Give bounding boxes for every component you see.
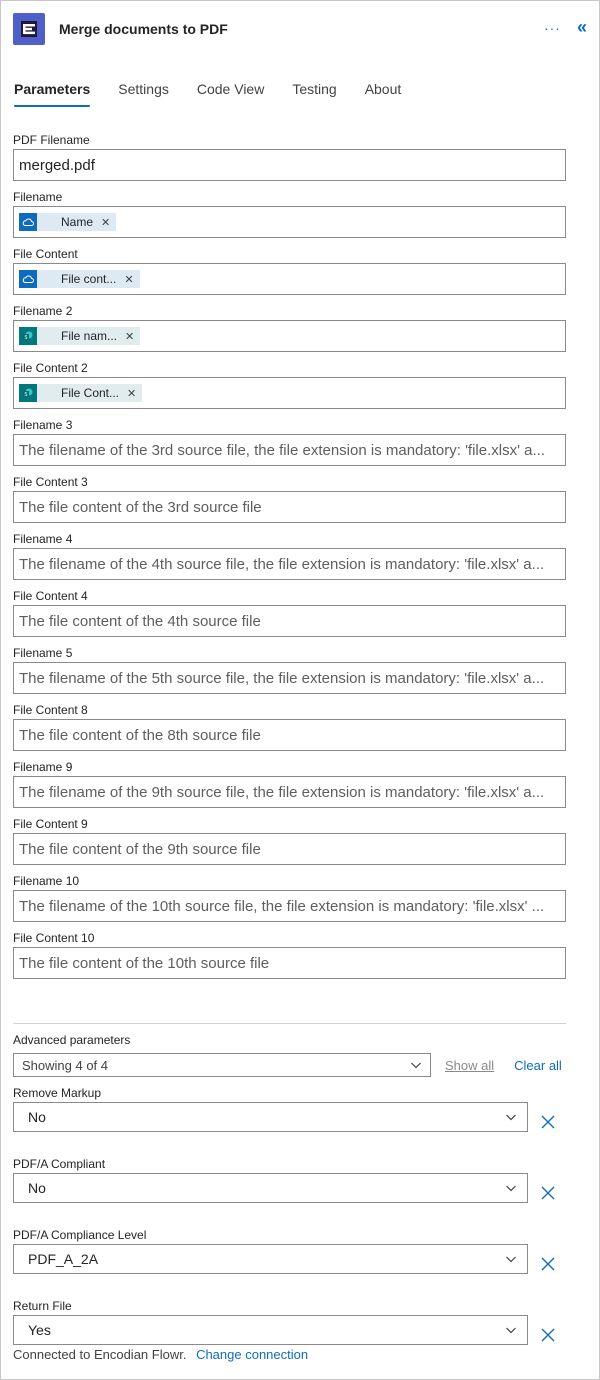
tab-parameters[interactable]: Parameters: [14, 81, 90, 107]
file-content-2-field: [13, 360, 566, 409]
file-content-input[interactable]: [13, 263, 566, 295]
filename-2-input[interactable]: [13, 320, 566, 352]
collapse-panel-button[interactable]: «: [576, 17, 587, 37]
file-content-9-input[interactable]: The file content of the 9th source file: [13, 833, 566, 865]
file-content-10-input[interactable]: The file content of the 10th source file: [13, 947, 566, 979]
token-label: File nam...: [61, 329, 118, 343]
field-label: Filename 5: [13, 646, 73, 660]
pdfa-compliant-field: [13, 1156, 566, 1211]
field-label: File Content 8: [13, 703, 88, 717]
file-content-field: [13, 246, 566, 295]
filename-2-field: [13, 303, 566, 352]
token-label: File Cont...: [61, 386, 120, 400]
return-file-dropdown[interactable]: [13, 1315, 528, 1345]
pdfa-compliant-dropdown[interactable]: [13, 1173, 528, 1203]
advanced-parameters-value: Showing 4 of 4: [22, 1057, 109, 1073]
file-content-8-field: [13, 702, 566, 751]
remove-parameter-icon[interactable]: [540, 1327, 556, 1343]
token-label: File cont...: [61, 272, 117, 286]
clear-all-link[interactable]: Clear all: [514, 1057, 562, 1073]
remove-markup-dropdown[interactable]: [13, 1102, 528, 1132]
chevron-down-icon: [505, 1182, 517, 1194]
field-label: Filename 9: [13, 760, 73, 774]
remove-token-icon[interactable]: ✕: [101, 216, 111, 229]
file-content-2-input[interactable]: [13, 377, 566, 409]
advanced-parameters: [13, 1031, 566, 1353]
chevron-down-icon: [505, 1111, 517, 1123]
remove-parameter-icon[interactable]: [540, 1114, 556, 1130]
dynamic-content-token[interactable]: [19, 213, 116, 231]
file-content-3-input[interactable]: The file content of the 3rd source file: [13, 491, 566, 523]
tab-testing[interactable]: Testing: [292, 81, 337, 97]
field-label: File Content 10: [13, 931, 95, 945]
filename-3-input[interactable]: The filename of the 3rd source file, the file extension is mandatory: 'file.xlsx' a...: [13, 434, 566, 466]
file-content-10-field: [13, 930, 566, 979]
field-label: Filename 2: [13, 304, 73, 318]
file-content-9-field: [13, 816, 566, 865]
filename-4-input[interactable]: The filename of the 4th source file, the file extension is mandatory: 'file.xlsx' a...: [13, 548, 566, 580]
filename-field: [13, 189, 566, 238]
token-label: Name: [61, 215, 94, 229]
dropdown-value: No: [28, 1109, 46, 1125]
field-label: Return File: [13, 1299, 72, 1313]
remove-token-icon[interactable]: ✕: [127, 387, 137, 400]
remove-parameter-icon[interactable]: [540, 1256, 556, 1272]
sharepoint-icon: [19, 384, 37, 402]
filename-10-input[interactable]: The filename of the 10th source file, the file extension is mandatory: 'file.xlsx' ...: [13, 890, 566, 922]
field-label: File Content: [13, 247, 78, 261]
field-label: Filename: [13, 190, 63, 204]
field-label: Filename 3: [13, 418, 73, 432]
field-label: File Content 3: [13, 475, 88, 489]
pdfa-compliance-level-dropdown[interactable]: [13, 1244, 528, 1274]
advanced-parameters-select[interactable]: [13, 1053, 431, 1077]
file-content-4-field: [13, 588, 566, 637]
pdf-filename-field: [13, 132, 566, 181]
dynamic-content-token[interactable]: [19, 270, 140, 288]
more-options-button[interactable]: ···: [543, 19, 561, 36]
field-label: File Content 2: [13, 361, 88, 375]
file-content-3-field: [13, 474, 566, 523]
tab-bar: [14, 81, 429, 107]
encodian-logo-icon: [13, 13, 45, 45]
dropdown-value: PDF_A_2A: [28, 1251, 99, 1267]
sharepoint-icon: [19, 327, 37, 345]
show-all-link[interactable]: Show all: [445, 1057, 495, 1073]
field-label: File Content 9: [13, 817, 88, 831]
filename-5-field: [13, 645, 566, 694]
dropdown-value: No: [28, 1180, 46, 1196]
remove-token-icon[interactable]: ✕: [124, 273, 134, 286]
field-label: PDF/A Compliance Level: [13, 1228, 147, 1242]
change-connection-link[interactable]: Change connection: [196, 1347, 309, 1362]
onedrive-icon: [19, 270, 37, 288]
chevron-down-icon: [505, 1324, 517, 1336]
pdf-filename-input[interactable]: merged.pdf: [13, 149, 566, 181]
tab-code-view[interactable]: Code View: [196, 81, 265, 97]
svg-text:S: S: [24, 392, 28, 398]
field-label: Remove Markup: [13, 1086, 102, 1100]
pdfa-compliance-level-field: [13, 1227, 566, 1282]
chevron-down-icon: [505, 1253, 517, 1265]
filename-10-field: [13, 873, 566, 922]
filename-9-input[interactable]: The filename of the 9th source file, the file extension is mandatory: 'file.xlsx' a...: [13, 776, 566, 808]
field-label: PDF/A Compliant: [13, 1157, 106, 1171]
dynamic-content-token[interactable]: [19, 384, 142, 402]
field-label: Filename 4: [13, 532, 73, 546]
connection-footer: [13, 1347, 308, 1362]
dropdown-value: Yes: [28, 1322, 51, 1338]
remove-parameter-icon[interactable]: [540, 1185, 556, 1201]
filename-input[interactable]: [13, 206, 566, 238]
onedrive-icon: [19, 213, 37, 231]
tab-settings[interactable]: Settings: [118, 81, 169, 97]
section-divider: [13, 1023, 566, 1024]
filename-4-field: [13, 531, 566, 580]
filename-9-field: [13, 759, 566, 808]
panel-header: [13, 13, 587, 45]
parameters-form: [13, 131, 566, 987]
advanced-parameters-label: Advanced parameters: [13, 1033, 131, 1047]
remove-markup-field: [13, 1085, 566, 1140]
filename-3-field: [13, 417, 566, 466]
dynamic-content-token[interactable]: [19, 327, 140, 345]
filename-5-input[interactable]: The filename of the 5th source file, the file extension is mandatory: 'file.xlsx' a...: [13, 662, 566, 694]
return-file-field: [13, 1298, 566, 1353]
tab-about[interactable]: About: [364, 81, 402, 97]
remove-token-icon[interactable]: ✕: [125, 330, 135, 343]
chevron-down-icon: [410, 1059, 422, 1071]
file-content-8-input[interactable]: The file content of the 8th source file: [13, 719, 566, 751]
svg-text:S: S: [24, 335, 28, 341]
file-content-4-input[interactable]: The file content of the 4th source file: [13, 605, 566, 637]
field-label: Filename 10: [13, 874, 80, 888]
connection-status: Connected to Encodian Flowr.: [13, 1347, 187, 1362]
panel-title: Merge documents to PDF: [59, 21, 228, 37]
field-label: PDF Filename: [13, 133, 90, 147]
field-label: File Content 4: [13, 589, 88, 603]
